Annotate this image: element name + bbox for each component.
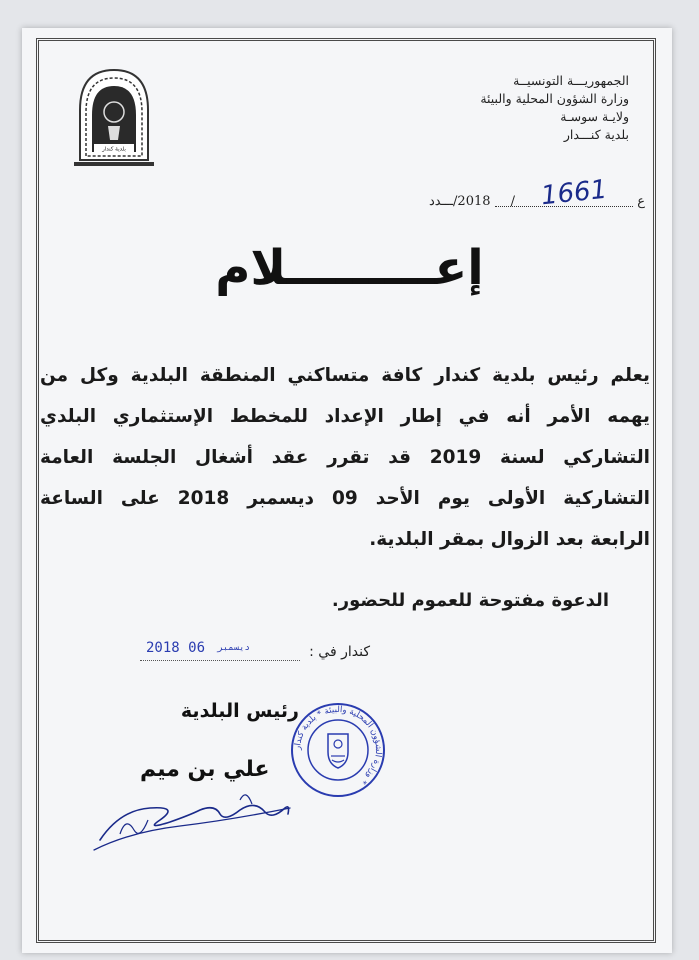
- date-month: ديسمبر: [217, 643, 250, 653]
- reference-year: 2018/ـــدد: [429, 194, 491, 209]
- announcement-body: [40, 355, 650, 560]
- reference-slash: /: [510, 194, 515, 209]
- body-line-5: الرابعة بعد الزوال بمقر البلدية.: [369, 529, 650, 550]
- header-ministry: وزارة الشؤون المحلية والبيئة: [480, 91, 629, 106]
- reference-number-row: [425, 174, 645, 216]
- signatory-name: علي بن ميم: [140, 757, 270, 782]
- closing-sentence: الدعوة مفتوحة للعموم للحضور.: [331, 590, 609, 611]
- reference-label: ع: [637, 194, 645, 209]
- header-governorate: ولايـة سوسـة: [560, 109, 629, 124]
- date-year: 2018: [146, 640, 180, 656]
- body-line-3: التشاركي لسنة 2019 قد تقرر عقد أشغال الجلسة العامة: [40, 447, 650, 468]
- date-row: [140, 640, 370, 666]
- handwritten-signature: [90, 770, 300, 860]
- date-stamp: [146, 640, 254, 656]
- body-line-1: يعلم رئيس بلدية كندار كافة متساكني المنطقة البلدية وكل من: [40, 365, 650, 386]
- reference-number: 1661: [539, 174, 609, 212]
- header-republic: الجمهوريـــة التونسيــة: [513, 73, 629, 88]
- header-municipality: بلدية كنـــدار: [563, 127, 629, 142]
- official-seal: [288, 700, 388, 800]
- logo-caption: بلدية كندار: [102, 146, 126, 153]
- signatory-title: رئيس البلدية: [180, 700, 299, 722]
- seal-text: وزارة الشؤون المحلية والبيئة * بلدية كندار *: [292, 704, 384, 787]
- header-block: [409, 72, 629, 144]
- date-dots: [140, 660, 300, 661]
- date-label: كندار في :: [309, 644, 370, 660]
- body-line-2: يهمه الأمر أنه في إطار الإعداد للمخطط الإستثماري البلدي: [40, 406, 650, 427]
- date-day: 06: [188, 640, 206, 656]
- document-title: إعـــــــــلام: [215, 240, 484, 296]
- body-line-4: التشاركية الأولى يوم الأحد 09 ديسمبر 2018 على الساعة: [40, 488, 650, 509]
- municipality-logo: [72, 60, 156, 172]
